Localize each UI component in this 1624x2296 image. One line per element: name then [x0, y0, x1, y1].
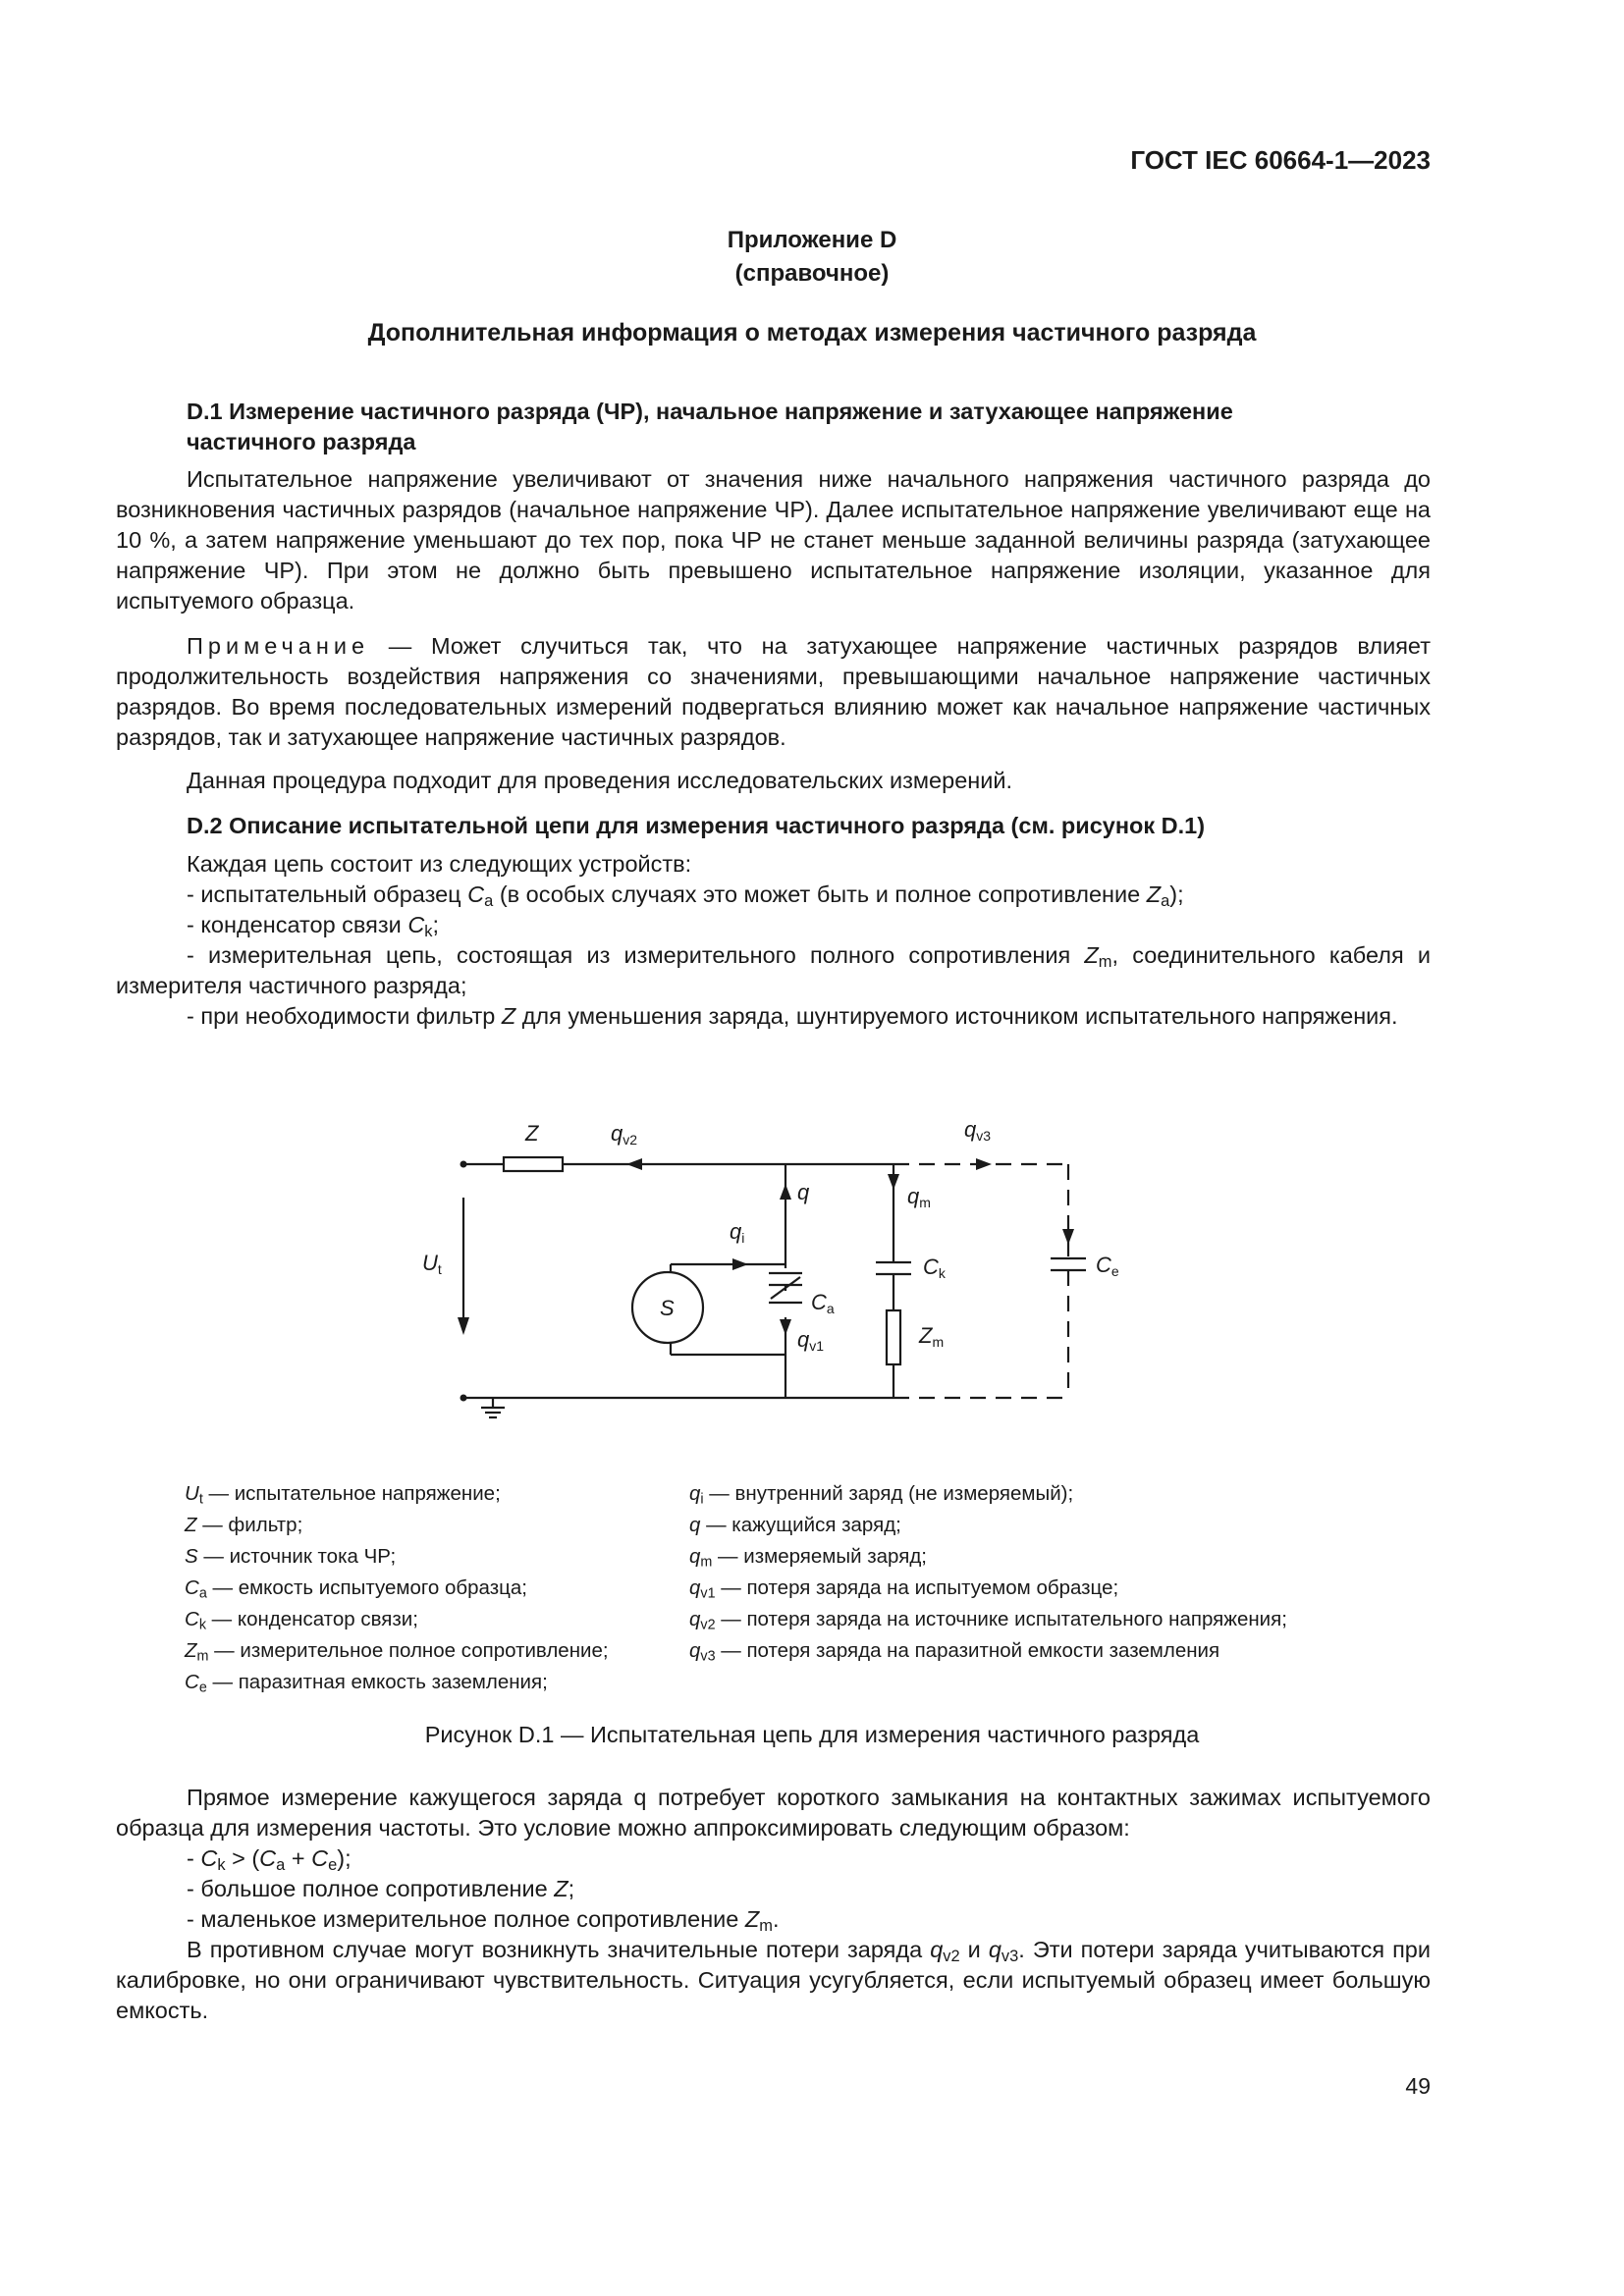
legend-entry: $q_{v3}$ — потеря заряда на паразитной емкости заземления — [689, 1639, 1220, 1665]
d1-heading-line2: частичного разряда — [187, 429, 416, 454]
after-paragraph-1: Прямое измерение кажущегося заряда q потребует короткого замыкания на контактных зажимах испытуемого образца для измерения частоты. Это условие можно аппроксимировать следующим образом: — [116, 1785, 1431, 1841]
annex-kind: (справочное) — [734, 260, 890, 287]
condition-2: - большое полное сопротивление Z; — [187, 1876, 575, 1901]
qv3-arrow — [976, 1158, 992, 1170]
d1-heading-line1: D.1 Измерение частичного разряда (ЧР), начальное напряжение и затухающее напряжение — [187, 399, 1233, 424]
note-text: — Может случиться так, что на затухающее напряжение частичных разрядов влияет продолжительность воздействия напряжения со значениями, превышающими начальное напряжение частичных разрядов. Во время последовательных измерений подвергаться влиянию может как начальное напряжение частичных разрядов, так и затухающее напряжение частичных разрядов. — [116, 633, 1431, 750]
d2-intro: Каждая цепь состоит из следующих устройств: — [187, 851, 692, 877]
qv2-arrow — [626, 1158, 642, 1170]
standard-number: ГОСТ IEC 60664-1—2023 — [1130, 145, 1431, 175]
legend-entry: $C_k$ — конденсатор связи; — [185, 1608, 418, 1633]
label-s: S — [660, 1296, 675, 1320]
legend-entry: $U_t$ — испытательное напряжение; — [185, 1482, 501, 1508]
legend-entry: q — кажущийся заряд; — [689, 1514, 901, 1536]
d2-item-1: - испытательный образец $C_a$ (в особых случаях это может быть и полное сопротивление $Z_a$); — [187, 881, 1184, 911]
ut-arrowhead — [458, 1317, 469, 1335]
d2-heading: D.2 Описание испытательной цепи для измерения частичного разряда (см. рисунок D.1) — [187, 813, 1206, 838]
legend-entry: Z — фильтр; — [185, 1514, 303, 1536]
label-ce: Ce — [1096, 1253, 1119, 1279]
d1-procedure: Данная процедура подходит для проведения исследовательских измерений. — [187, 768, 1013, 793]
qv1-arrow — [780, 1319, 791, 1335]
legend-entry: $q_{v2}$ — потеря заряда на источнике испытательного напряжения; — [689, 1608, 1287, 1633]
qm-arrow — [888, 1174, 899, 1190]
legend-entry: $Z_m$ — измерительное полное сопротивление; — [185, 1639, 609, 1665]
annex-title: Дополнительная информация о методах измерения частичного разряда — [367, 319, 1257, 347]
terminal-top — [460, 1161, 467, 1168]
terminal-bottom — [460, 1395, 467, 1402]
zm-resistor — [887, 1310, 900, 1364]
d2-item-3: - измерительная цепь, состоящая из измерительного полного сопротивления $Z_m$, соединительного кабеля и измерителя частичного разряда; — [116, 942, 1432, 998]
d1-paragraph: Испытательное напряжение увеличивают от значения ниже начального напряжения частичного разряда до возникновения частичных разрядов (начальное напряжение ЧР). Далее испытательное напряжение увеличивают еще на 10 %, а затем напряжение уменьшают до тех пор, пока ЧР не станет меньше заданной величины разряда (затухающее напряжение ЧР). При этом не должно быть превышено испытательное напряжение изоляции, указанное для испытуемого образца. — [116, 466, 1431, 614]
note-label: Примечание — [187, 633, 370, 659]
label-qi: qi — [730, 1219, 745, 1246]
condition-1: - $C_k > (C_a + C_e)$; — [187, 1845, 352, 1875]
q-arrow — [780, 1184, 791, 1200]
label-z: Z — [525, 1121, 539, 1146]
legend-entry: $C_e$ — паразитная емкость заземления; — [185, 1671, 548, 1696]
qi-arrow — [732, 1258, 748, 1270]
label-qm: qm — [907, 1184, 931, 1210]
d1-note — [116, 631, 1431, 753]
legend-entry: $q_m$ — измеряемый заряд; — [689, 1545, 927, 1571]
label-qv3: qv3 — [964, 1117, 992, 1144]
label-qv1: qv1 — [797, 1327, 825, 1354]
label-qv2: qv2 — [611, 1121, 638, 1148]
filter-z-resistor — [504, 1157, 563, 1171]
annex-label — [0, 224, 1624, 291]
label-ut: Ut — [422, 1251, 442, 1277]
legend-entry: $q_i$ — внутренний заряд (не измеряемый); — [689, 1482, 1074, 1508]
label-zm: Zm — [919, 1323, 945, 1350]
legend-entry: S — источник тока ЧР; — [185, 1545, 397, 1568]
label-ca: Ca — [811, 1290, 835, 1316]
legend-entry: $C_a$ — емкость испытуемого образца; — [185, 1576, 527, 1602]
figure-caption: Рисунок D.1 — Испытательная цепь для измерения частичного разряда — [424, 1722, 1200, 1747]
d2-item-2: - конденсатор связи $C_k$; — [187, 912, 440, 941]
label-ck: Ck — [923, 1255, 946, 1281]
after-paragraph-2: В противном случае могут возникнуть значительные потери заряда $q_{v2}$ и $q_{v3}$. Эти потери заряда учитываются при калибровке, но они ограничивают чувствительность. Ситуация усугубляется, если испытуемый образец имеет большую емкость. — [116, 1937, 1432, 2023]
legend-entry: $q_{v1}$ — потеря заряда на испытуемом образце; — [689, 1576, 1119, 1602]
annex-number: Приложение D — [727, 227, 897, 253]
legend-left — [185, 1478, 609, 1698]
condition-3: - маленькое измерительное полное сопротивление $Z_m$. — [187, 1906, 780, 1936]
label-q: q — [797, 1180, 810, 1204]
d2-item-4: - при необходимости фильтр Z для уменьшения заряда, шунтируемого источником испытательного напряжения. — [187, 1003, 1398, 1029]
legend-right — [689, 1478, 1287, 1667]
page-number: 49 — [1405, 2073, 1431, 2099]
circuit-diagram — [393, 1099, 1178, 1433]
ce-arrow — [1062, 1229, 1074, 1245]
